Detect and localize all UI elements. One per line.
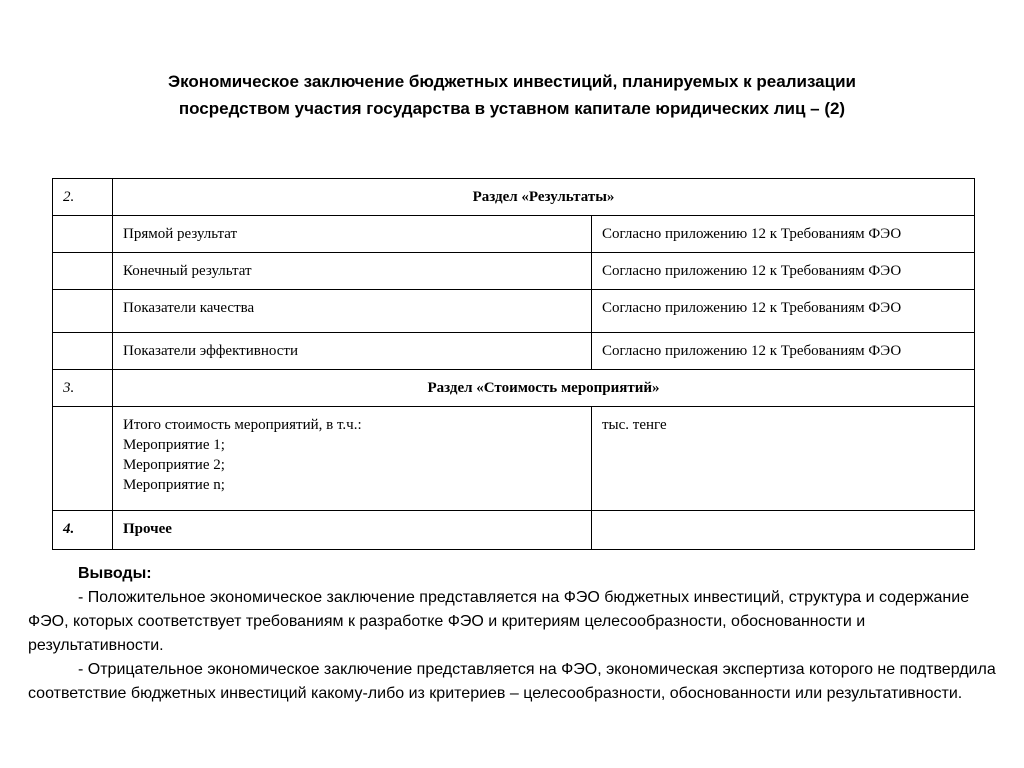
positive-conclusion: - Положительное экономическое заключение представляется на ФЭО бюджетных инвестиций, структура и содержание ФЭО, которых соответствует требованиям к разработке ФЭО и критериям целесообразности, обоснованности и результативности. (28, 589, 970, 654)
row-value: Согласно приложению 12 к Требованиям ФЭО (592, 333, 975, 370)
title-line-1: Экономическое заключение бюджетных инвестиций, планируемых к реализации (168, 72, 856, 91)
row-value: Согласно приложению 12 к Требованиям ФЭО (592, 290, 975, 333)
table-row (53, 253, 975, 290)
section-title: Прочее (113, 511, 592, 550)
page-title (60, 68, 964, 122)
table-row (53, 216, 975, 253)
table-row-section-3 (53, 370, 975, 407)
row-value: Согласно приложению 12 к Требованиям ФЭО (592, 216, 975, 253)
row-value: Согласно приложению 12 к Требованиям ФЭО (592, 253, 975, 290)
empty-cell (53, 407, 113, 511)
table-row-section-2 (53, 179, 975, 216)
empty-cell (53, 253, 113, 290)
conclusions (28, 562, 998, 706)
empty-cell (592, 511, 975, 550)
conclusions-heading: Выводы: (78, 565, 152, 582)
table-row (53, 290, 975, 333)
cost-item-line: Мероприятие n; (123, 477, 225, 493)
empty-cell (53, 333, 113, 370)
row-label: Показатели эффективности (113, 333, 592, 370)
title-line-2: посредством участия государства в уставном капитале юридических лиц – (2) (178, 99, 846, 118)
table-row (53, 333, 975, 370)
cost-item-line: Мероприятие 2; (123, 457, 225, 473)
cost-items (113, 407, 592, 511)
section-title: Раздел «Стоимость мероприятий» (113, 370, 975, 407)
empty-cell (53, 216, 113, 253)
cost-unit: тыс. тенге (592, 407, 975, 511)
cost-total-line: Итого стоимость мероприятий, в т.ч.: (123, 417, 362, 433)
negative-conclusion: - Отрицательное экономическое заключение представляется на ФЭО, экономическая экспертиза которого не подтвердила соответствие бюджетных инвестиций какому-либо из критериев – целесообразности, обоснованности или результативности. (28, 661, 996, 702)
row-label: Прямой результат (113, 216, 592, 253)
table-row-cost (53, 407, 975, 511)
section-number: 3. (53, 370, 113, 407)
row-label: Показатели качества (113, 290, 592, 333)
cost-item-line: Мероприятие 1; (123, 437, 225, 453)
table-row-section-4 (53, 511, 975, 550)
section-number: 2. (53, 179, 113, 216)
section-number: 4. (53, 511, 113, 550)
feo-table (52, 178, 975, 550)
row-label: Конечный результат (113, 253, 592, 290)
empty-cell (53, 290, 113, 333)
section-title: Раздел «Результаты» (113, 179, 975, 216)
